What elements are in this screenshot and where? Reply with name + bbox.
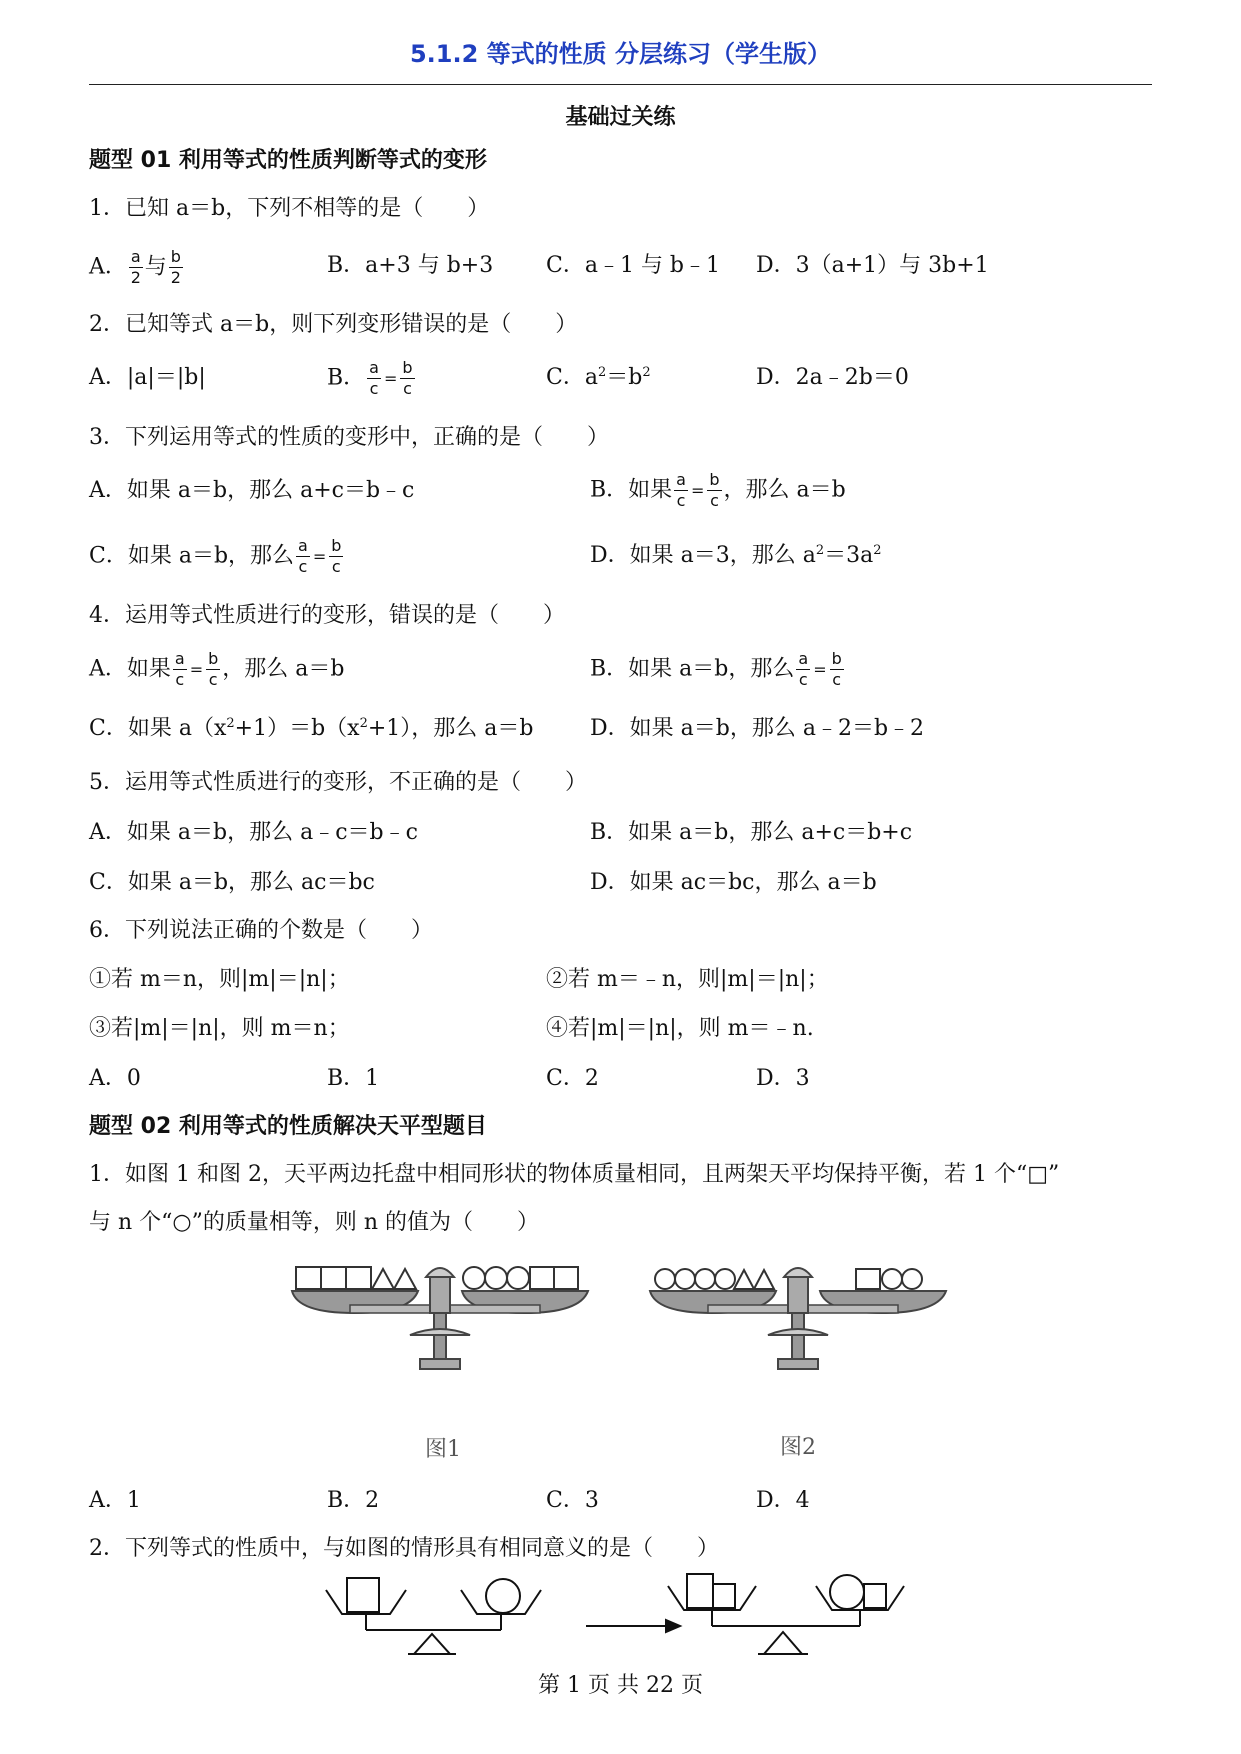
q6-statement-2: ②若 m＝﹣n，则|m|＝|n|； [546,967,829,992]
square-shape [321,1267,346,1289]
balance-head [430,1277,450,1313]
q4-stem: 4．运用等式性质进行的变形，错误的是（ ） [89,603,565,628]
q6-stem: 6．下列说法正确的个数是（ ） [89,918,433,943]
q6-option-a: A．0 [89,1066,141,1091]
q1-stem: 1．已知 a＝b，下列不相等的是（ ） [89,196,490,221]
t2q1-option-d: D．4 [756,1488,810,1513]
q1-option-a: A． $\frac{a}{2}$ 与 $\frac{b}{2}$ [89,247,181,287]
balance-base [420,1359,460,1369]
section-title: 基础过关练 [565,105,676,130]
figure-2-caption: 图2 [780,1435,816,1460]
q3-option-a: A．如果 a＝b，那么 a+c＝b﹣c [89,478,415,503]
figure-1-caption: 图1 [425,1437,461,1462]
square-shape [346,1267,371,1289]
t2q2-stem: 2．下列等式的性质中，与如图的情形具有相同意义的是（ ） [89,1536,719,1561]
t2q1-line1: 1．如图 1 和图 2，天平两边托盘中相同形状的物体质量相同，且两架天平均保持平衡，若 1 个“□” [89,1162,1060,1187]
q6-option-c: C．2 [546,1066,599,1091]
q6-statement-1: ①若 m＝n，则|m|＝|n|； [89,967,350,992]
q5-option-d: D．如果 ac＝bc，那么 a＝b [590,870,877,895]
t2q1-line2: 与 n 个“○”的质量相等，则 n 的值为（ ） [89,1210,540,1235]
balance-figure-1 [290,1255,590,1380]
header-rule [89,84,1152,85]
q4-option-d: D．如果 a＝b，那么 a﹣2＝b﹣2 [590,716,925,741]
square-shape [530,1267,554,1289]
q6-option-d: D．3 [756,1066,810,1091]
t2q1-option-a: A．1 [89,1488,141,1513]
document-title: 5.1.2 等式的性质 分层练习（学生版） [409,40,832,68]
balance-figure-2 [648,1255,948,1380]
q4-option-a: A．如果 $\frac{a}{c}$ = $\frac{b}{c}$ ，那么 a＝b [89,649,345,689]
t2q1-option-b: B．2 [327,1488,380,1513]
q3-option-d: D．如果 a＝3，那么 $a^2=3a^2$ [590,543,882,568]
q4-option-b: B．如果 a＝b，那么 $\frac{a}{c}$ = $\frac{b}{c}$ [590,649,842,689]
q1-option-b: B．a+3 与 b+3 [327,253,494,278]
type2-heading: 题型 02 利用等式的性质解决天平型题目 [89,1114,487,1139]
square-shape [554,1267,578,1289]
square-shape [296,1267,321,1289]
q6-option-b: B．1 [327,1066,380,1091]
q3-option-b: B．如果 $\frac{a}{c}$ = $\frac{b}{c}$ ，那么 a＝b [590,470,846,510]
q6-statement-3: ③若|m|＝|n|，则 m＝n； [89,1016,350,1041]
circle-shape [485,1267,507,1289]
circle-shape [463,1267,485,1289]
q2-option-a: A．|a|＝|b| [89,365,206,390]
type1-heading: 题型 01 利用等式的性质判断等式的变形 [89,148,487,173]
balance-dial [426,1268,454,1277]
q1-option-c: C．a﹣1 与 b﹣1 [546,253,721,278]
q2-stem: 2．已知等式 a＝b，则下列变形错误的是（ ） [89,312,578,337]
q2-option-c: C．$a^2=b^2$ [546,365,651,390]
q5-stem: 5．运用等式性质进行的变形，不正确的是（ ） [89,770,587,795]
page-footer: 第 1 页 共 22 页 [538,1673,703,1698]
q3-stem: 3．下列运用等式的性质的变形中，正确的是（ ） [89,425,609,450]
q5-option-c: C．如果 a＝b，那么 ac＝bc [89,870,375,895]
q4-option-c: C．如果 $a(x^2+1)=b(x^2+1)$，那么 a＝b [89,716,534,741]
q2-option-d: D．2a﹣2b＝0 [756,365,909,390]
q3-option-c: C．如果 a＝b，那么 $\frac{a}{c}$ = $\frac{b}{c}$ [89,536,342,576]
triangle-shape [372,1269,394,1289]
q2-option-b: B． $\frac{a}{c}$ = $\frac{b}{c}$ [327,358,413,398]
seesaw-figure [320,1568,920,1660]
t2q1-option-c: C．3 [546,1488,599,1513]
q6-statement-4: ④若|m|＝|n|，则 m＝﹣n. [546,1016,814,1041]
q1-option-d: D．3（a+1）与 3b+1 [756,253,989,278]
circle-shape [507,1267,529,1289]
triangle-shape [394,1269,416,1289]
q5-option-b: B．如果 a＝b，那么 a+c＝b+c [590,820,913,845]
q5-option-a: A．如果 a＝b，那么 a﹣c＝b﹣c [89,820,418,845]
